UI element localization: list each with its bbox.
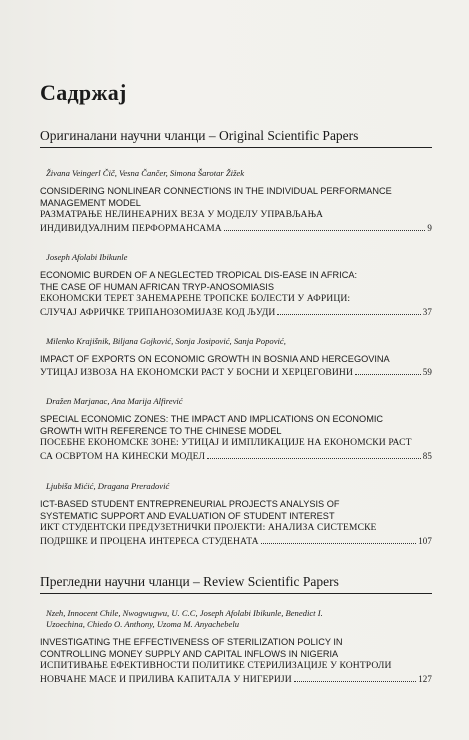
page-number: 85 <box>422 450 432 461</box>
article-authors: Milenko Krajišnik, Biljana Gojković, Sonja Josipović, Sanja Popović, <box>46 336 286 346</box>
article-authors: Dražen Marjanac, Ana Marija Alfirević <box>46 396 183 406</box>
toc-entry[interactable] <box>40 396 432 463</box>
section-heading-original: Оригиналани научни чланци – Original Scientific Papers <box>40 128 432 148</box>
article-title-sr-text: УТИЦАЈ ИЗВОЗА НА ЕКОНОМСКИ РАСТ У БОСНИ И ХЕРЦЕГОВИНИ <box>40 366 353 378</box>
article-title-en-line: GROWTH WITH REFERENCE TO THE CHINESE MODEL <box>40 425 282 436</box>
page-number: 9 <box>427 222 432 233</box>
article-title-sr-last-line <box>40 535 432 549</box>
article-title-sr-last-line <box>40 222 432 236</box>
page-number: 59 <box>422 366 432 377</box>
toc-entry[interactable] <box>40 252 432 319</box>
dot-leader <box>277 314 420 315</box>
article-title-sr-line: ЕКОНОМСКИ ТЕРЕТ ЗАНЕМАРЕНЕ ТРОПСКЕ БОЛЕСТИ У АФРИЦИ: <box>40 293 351 304</box>
article-title-en-line: THE CASE OF HUMAN AFRICAN TRYP-ANOSOMIASIS <box>40 281 274 292</box>
toc-entry[interactable] <box>40 168 432 235</box>
article-title-en-line: IMPACT OF EXPORTS ON ECONOMIC GROWTH IN BOSNIA AND HERCEGOVINA <box>40 354 390 364</box>
article-title-sr-line: ИСПИТИВАЊЕ ЕФЕКТИВНОСТИ ПОЛИТИКЕ СТЕРИЛИЗАЦИЈЕ У КОНТРОЛИ <box>40 660 392 671</box>
dot-leader <box>207 458 421 459</box>
article-title-sr-last-line <box>40 306 432 320</box>
article-title-en-line: CONTROLLING MONEY SUPPLY AND CAPITAL INFLOWS IN NIGERIA <box>40 648 339 659</box>
article-title-sr-text: ИНДИВИДУАЛНИМ ПЕРФОРМАНСАМА <box>40 222 222 234</box>
article-title-sr-last-line <box>40 450 432 464</box>
article-title-sr-line: ИКТ СТУДЕНТСКИ ПРЕДУЗЕТНИЧКИ ПРОЈЕКТИ: АНАЛИЗА СИСТЕМСКЕ <box>40 522 377 533</box>
article-title-sr-line: ПОСЕБНЕ ЕКОНОМСКЕ ЗОНЕ: УТИЦАЈ И ИМПЛИКАЦИЈЕ НА ЕКОНОМСКИ РАСТ <box>40 437 412 448</box>
article-title-en-line: INVESTIGATING THE EFFECTIVENESS OF STERILIZATION POLICY IN <box>40 637 343 647</box>
article-title-sr-text: ПОДРШКЕ И ПРОЦЕНА ИНТЕРЕСА СТУДЕНАТА <box>40 535 259 547</box>
toc-entry[interactable] <box>40 481 432 548</box>
page-number: 127 <box>418 673 432 684</box>
dot-leader <box>355 374 421 375</box>
article-title-sr-last-line <box>40 673 432 687</box>
dot-leader <box>261 543 416 544</box>
article-title-en-line: ICT-BASED STUDENT ENTREPRENEURIAL PROJECTS ANALYSIS OF <box>40 499 340 509</box>
toc-entry[interactable] <box>40 608 432 686</box>
article-title-en-line: SYSTEMATIC SUPPORT AND EVALUATION OF STUDENT INTEREST <box>40 510 335 521</box>
article-title-sr-line: РАЗМАТРАЊЕ НЕЛИНЕАРНИХ ВЕЗА У МОДЕЛУ УПРАВЉАЊА <box>40 209 324 220</box>
toc-title: Садржај <box>40 80 127 105</box>
page-number: 107 <box>418 535 432 546</box>
toc-entry[interactable] <box>40 336 432 379</box>
article-authors: Ljubiša Mićić, Dragana Preradović <box>46 481 170 491</box>
article-title-en-line: SPECIAL ECONOMIC ZONES: THE IMPACT AND IMPLICATIONS ON ECONOMIC <box>40 414 384 424</box>
article-title-sr-last-line <box>40 366 432 380</box>
section-heading-review: Прегледни научни чланци – Review Scientific Papers <box>40 574 432 594</box>
article-authors: Živana Veingerl Čič, Vesna Čančer, Simona Šarotar Žižek <box>46 168 245 178</box>
article-title-en-line: ECONOMIC BURDEN OF A NEGLECTED TROPICAL DIS-EASE IN AFRICA: <box>40 270 358 280</box>
article-title-sr-text: СА ОСВРТОМ НА КИНЕСКИ МОДЕЛ <box>40 450 206 462</box>
article-authors-cont: Uzoechina, Chiedo O. Anthony, Uzoma M. Anyachebelu <box>46 619 240 629</box>
article-title-sr-text: НОВЧАНЕ МАСЕ И ПРИЛИВА КАПИТАЛА У НИГЕРИЈИ <box>40 673 292 685</box>
article-title-sr-text: СЛУЧАЈ АФРИЧКЕ ТРИПАНОЗОМИЈАЗЕ КОД ЉУДИ <box>40 306 276 318</box>
article-title-en-line: CONSIDERING NONLINEAR CONNECTIONS IN THE INDIVIDUAL PERFORMANCE <box>40 186 392 196</box>
article-title-en-line: MANAGEMENT MODEL <box>40 197 141 208</box>
dot-leader <box>294 681 416 682</box>
article-authors: Joseph Afolabi Ibikunle <box>46 252 128 262</box>
dot-leader <box>224 230 426 231</box>
page-number: 37 <box>422 306 432 317</box>
article-authors: Nzeh, Innocent Chile, Nwogwugwu, U. C.C, Joseph Afolabi Ibikunle, Benedict I. <box>46 608 323 618</box>
